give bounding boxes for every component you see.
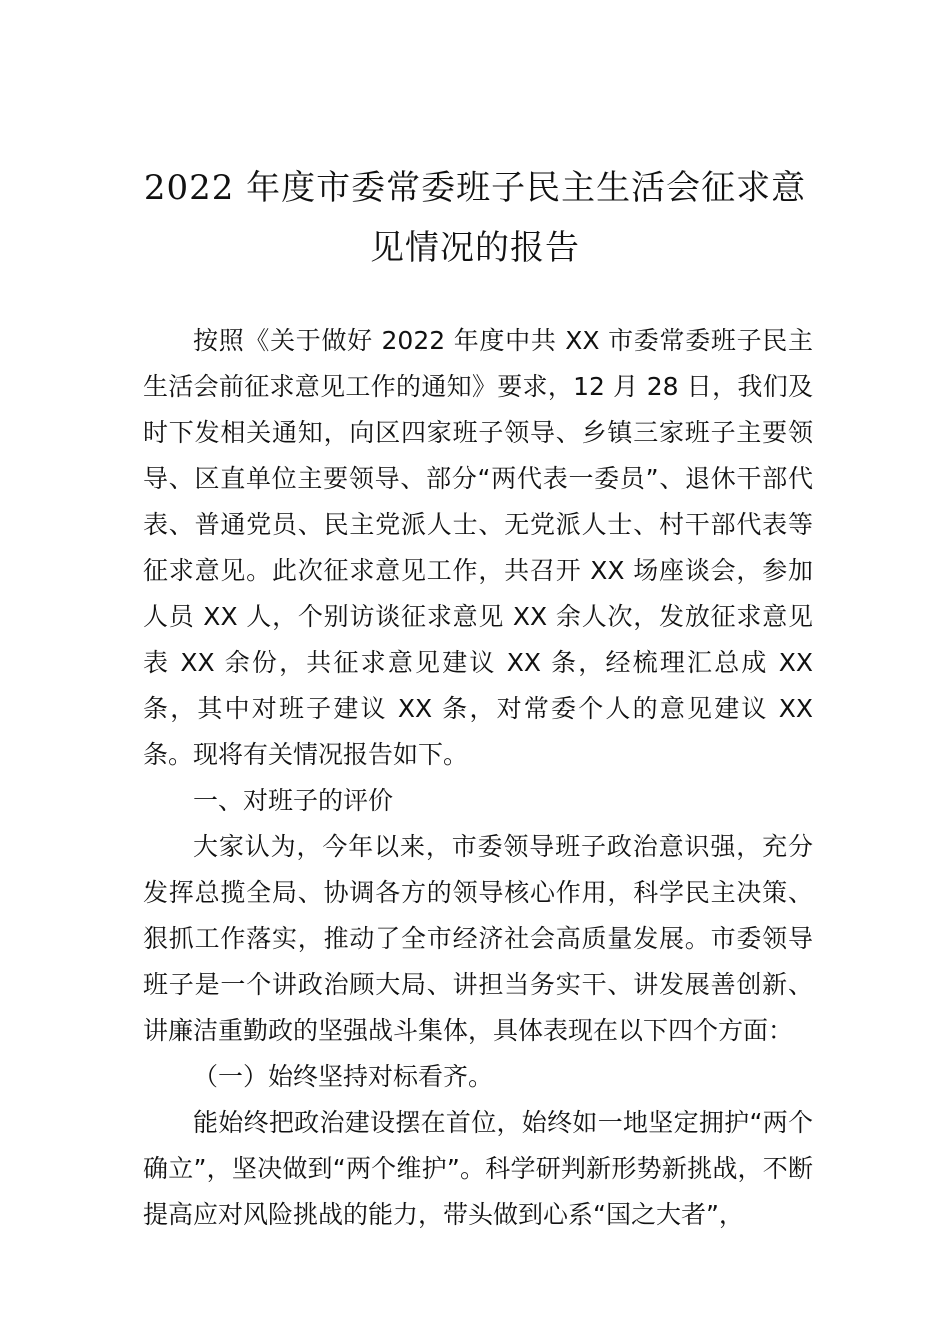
document-title-line-2: 见情况的报告 <box>370 228 580 268</box>
evaluation-paragraph: 大家认为，今年以来，市委领导班子政治意识强，充分发挥总揽全局、协调各方的领导核心作用，科学民主决策、狠抓工作落实，推动了全市经济社会高质量发展。市委领导班子是一个讲政治顾大局、讲担当务实干、讲发展善创新、讲廉洁重勤政的坚强战斗集体，具体表现在以下四个方面： <box>143 832 813 1045</box>
subsection-heading: （一）始终坚持对标看齐。 <box>193 1062 494 1091</box>
document-body <box>143 318 813 1238</box>
subsection-paragraph: 能始终把政治建设摆在首位，始终如一地坚定拥护“两个确立”，坚决做到“两个维护”。科学研判新形势新挑战，不断提高应对风险挑战的能力，带头做到心系“国之大者”， <box>143 1108 813 1229</box>
intro-paragraph: 按照《关于做好 2022 年度中共 XX 市委常委班子民主生活会前征求意见工作的通知》要求，12 月 28 日，我们及时下发相关通知，向区四家班子领导、乡镇三家班子主要领导、区直单位主要领导、部分“两代表一委员”、退休干部代表、普通党员、民主党派人士、无党派人士、村干部代表等征求意见。此次征求意见工作，共召开 XX 场座谈会，参加人员 XX 人，个别访谈征求意见 XX 余人次，发放征求意见表 XX 余份，共征求意见建议 XX 条，经梳理汇总成 XX 条，其中对班子建议 XX 条，对常委个人的意见建议 XX 条。现将有关情况报告如下。 <box>143 326 813 769</box>
document-title-line-1: 2022 年度市委常委班子民主生活会征求意 <box>143 168 807 208</box>
section-heading: 一、对班子的评价 <box>193 786 394 815</box>
